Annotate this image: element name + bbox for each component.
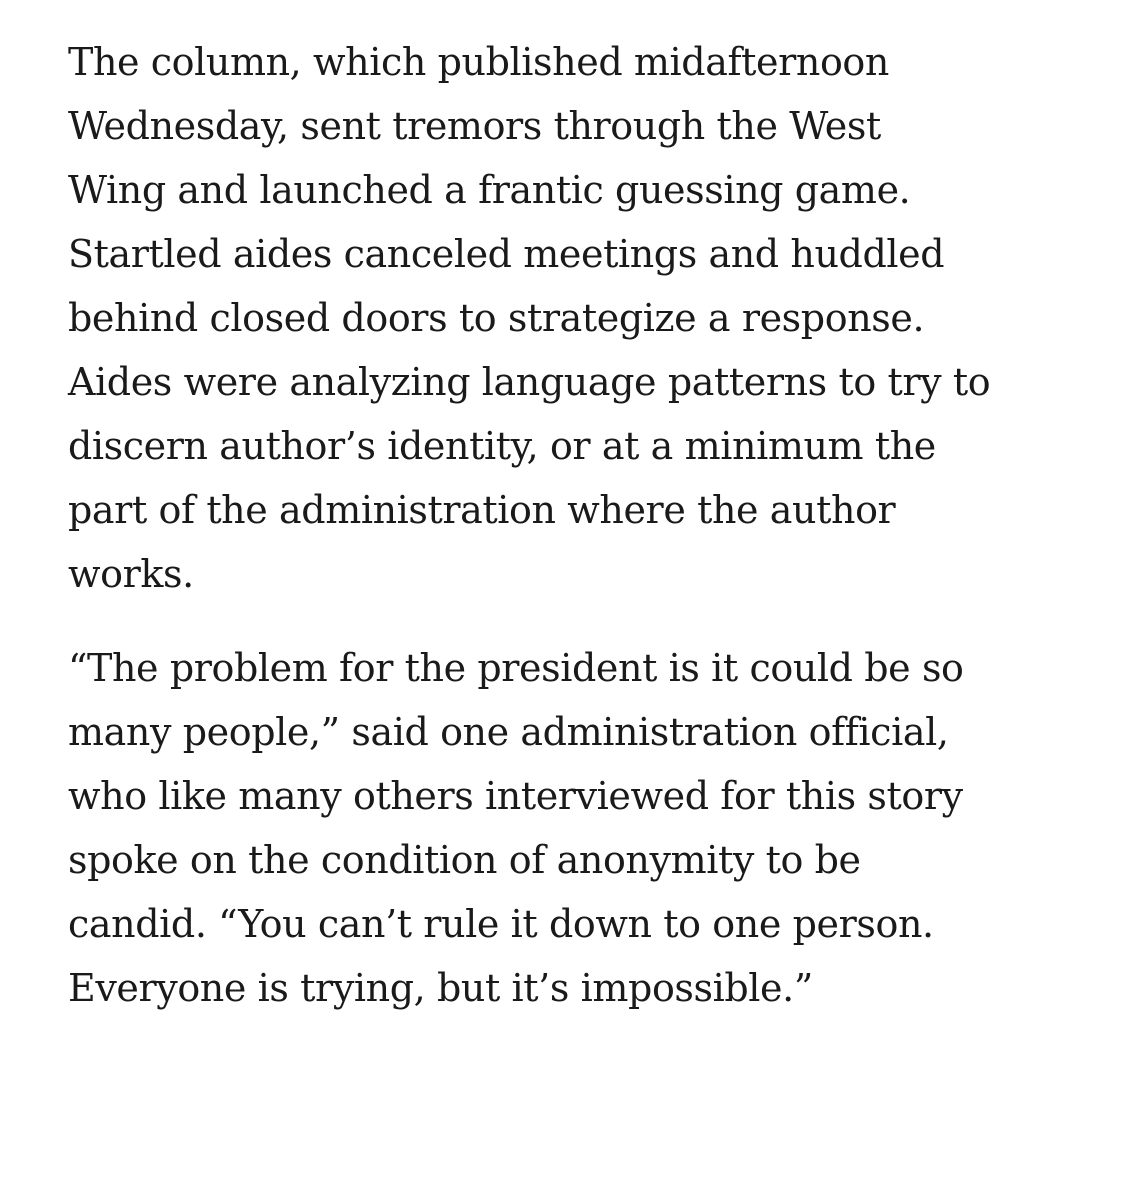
paragraph-1 — [68, 30, 1068, 606]
text-line: Aides were analyzing language patterns to try to — [68, 360, 991, 404]
text-line: part of the administration where the author — [68, 488, 896, 532]
text-line: Everyone is trying, but it’s impossible.” — [68, 966, 813, 1010]
text-line: behind closed doors to strategize a response. — [68, 296, 925, 340]
text-line: The column, which published midafternoon — [68, 40, 889, 84]
text-line: Startled aides canceled meetings and huddled — [68, 232, 945, 276]
article-body — [68, 30, 1068, 1050]
text-line: Wednesday, sent tremors through the West — [68, 104, 881, 148]
text-line: candid. “You can’t rule it down to one person. — [68, 902, 934, 946]
text-line: spoke on the condition of anonymity to be — [68, 838, 861, 882]
text-line: many people,” said one administration official, — [68, 710, 949, 754]
text-line: Wing and launched a frantic guessing game. — [68, 168, 911, 212]
text-line: discern author’s identity, or at a minimum the — [68, 424, 936, 468]
text-line: works. — [68, 552, 194, 596]
text-line: who like many others interviewed for this story — [68, 774, 963, 818]
paragraph-2 — [68, 636, 1068, 1020]
text-line: “The problem for the president is it could be so — [68, 646, 964, 690]
